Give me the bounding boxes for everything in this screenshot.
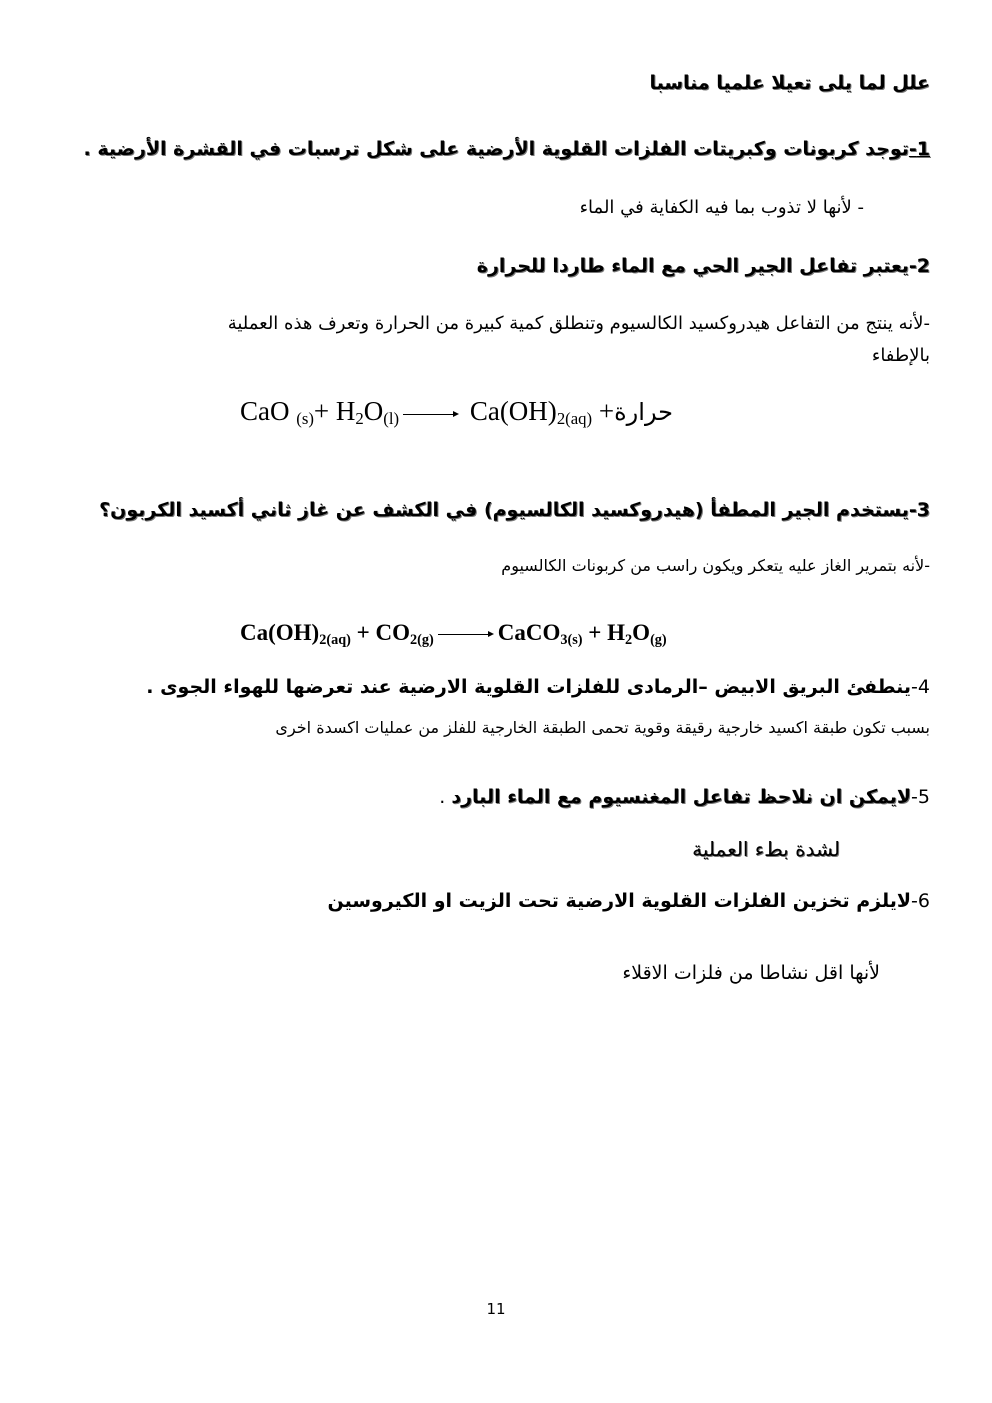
equation-1 <box>240 396 673 429</box>
question-5-text: لايمكن ان نلاحظ تفاعل المغنسيوم مع الماء البارد <box>451 786 912 808</box>
answer-5: لشدة بطء العملية <box>692 837 840 861</box>
question-6-number: 6- <box>911 890 930 912</box>
question-3 <box>99 499 930 521</box>
eq1-reactant-2-sub: 2 <box>355 409 364 428</box>
answer-2-line-1: -لأنه ينتج من التفاعل هيدروكسيد الكالسيوم وتنطلق كمية كبيرة من الحرارة وتعرف هذه العملية <box>227 313 930 334</box>
eq2-product-2b: O <box>632 620 651 645</box>
eq1-product-1-sub: 2(aq) <box>556 409 593 428</box>
page-title: علل لما يلى تعيلا علميا مناسبا <box>649 72 930 94</box>
question-2-text: يعتبر تفاعل الجير الحي مع الماء طاردا للحرارة <box>476 255 909 277</box>
question-2-number: 2- <box>908 255 930 277</box>
eq1-reactant-2b: O <box>363 396 384 426</box>
answer-4: بسبب تكون طبقة اكسيد خارجية رقيقة وقوية تحمى الطبقة الخارجية للفلز من عمليات اكسدة اخرى <box>275 718 930 737</box>
question-4 <box>146 676 930 698</box>
eq2-product-2-state: (g) <box>650 632 667 648</box>
eq1-reactant-2-state: (l) <box>383 409 400 428</box>
question-5-number: 5- <box>911 786 930 808</box>
question-3-number: 3- <box>908 499 930 521</box>
eq1-reactant-1: CaO <box>240 396 290 426</box>
eq2-arrow <box>438 626 494 640</box>
eq2-reactant-2: CO <box>375 620 410 645</box>
question-1-tail: . <box>83 138 98 160</box>
eq2-reactant-2-sub: 2(g) <box>410 632 434 648</box>
question-5 <box>439 786 930 808</box>
question-2 <box>477 255 930 277</box>
answer-1: - لأنها لا تذوب بما فيه الكفاية في الماء <box>579 197 864 218</box>
question-4-tail: . <box>146 676 161 698</box>
eq2-product-1: CaCO <box>497 620 561 645</box>
answer-2-line-2: بالإطفاء <box>871 345 930 366</box>
eq1-heat: حرارة <box>614 398 674 426</box>
question-1-text: توجد كربونات وكبريتات الفلزات القلوية الأرضية على شكل ترسبات في القشرة الأرضية <box>97 138 909 160</box>
question-4-text: ينطفئ البريق الابيض –الرمادى للفلزات القلوية الارضية عند تعرضها للهواء الجوى <box>160 676 912 698</box>
question-5-tail: . <box>439 786 452 808</box>
eq1-reactant-1-state: (s) <box>296 409 314 428</box>
answer-6: لأنها اقل نشاطا من فلزات الاقلاء <box>622 962 880 984</box>
question-4-number: 4- <box>911 676 930 698</box>
eq1-plus-2: + <box>592 396 615 426</box>
question-3-text: يستخدم الجير المطفأ (هيدروكسيد الكالسيوم) في الكشف عن غاز ثاني أكسيد الكربون؟ <box>99 499 909 521</box>
eq2-plus-1: + <box>350 620 376 645</box>
question-1-number: 1- <box>908 138 930 160</box>
eq1-arrow <box>403 406 459 420</box>
question-6-text: لايلزم تخزين الفلزات القلوية الارضية تحت الزيت او الكيروسين <box>327 890 912 912</box>
question-6 <box>327 890 930 912</box>
eq2-product-2a: H <box>607 620 626 645</box>
eq1-reactant-2a: H <box>335 396 356 426</box>
equation-2 <box>240 620 667 649</box>
eq2-product-1-sub: 3(s) <box>560 632 583 648</box>
eq2-plus-2: + <box>582 620 608 645</box>
eq2-product-2-sub: 2 <box>625 632 633 648</box>
answer-3: -لأنه بتمرير الغاز عليه يتعكر ويكون راسب من كربونات الكالسيوم <box>501 556 930 575</box>
eq2-reactant-1-sub: 2(aq) <box>319 632 351 648</box>
question-1 <box>83 138 930 160</box>
eq1-product-1: Ca(OH) <box>469 396 557 426</box>
eq2-reactant-1: Ca(OH) <box>240 620 320 645</box>
eq1-plus-1: + <box>313 396 336 426</box>
page-number: 11 <box>486 1300 506 1318</box>
